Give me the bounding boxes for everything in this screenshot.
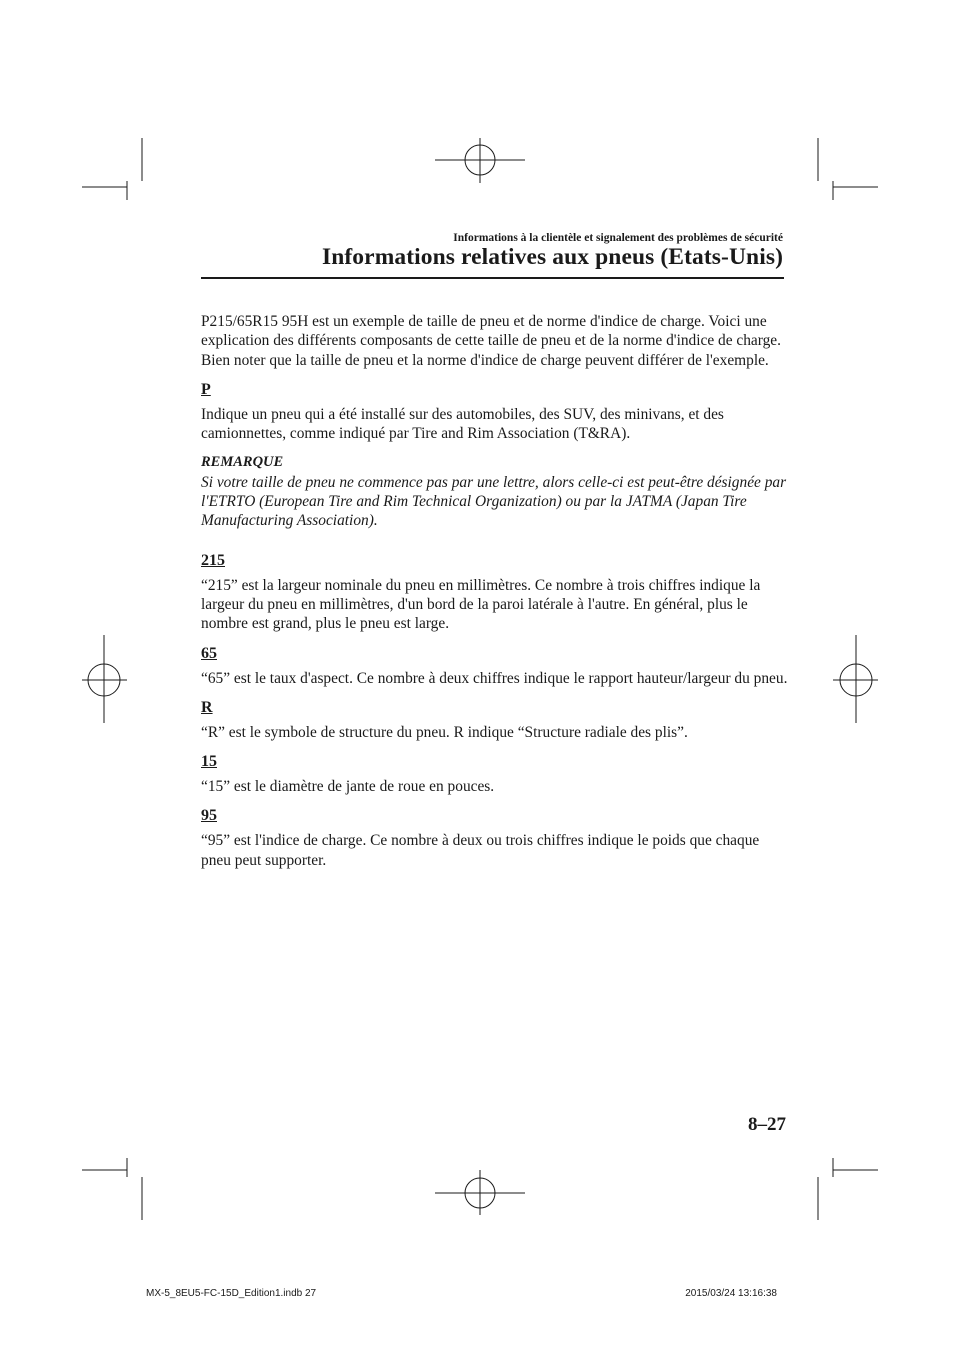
term-15-description: “15” est le diamètre de jante de roue en pouces.: [201, 778, 495, 796]
page-content: [201, 312, 791, 880]
term-215: 215: [201, 551, 225, 569]
print-date: 2015/03/24 13:16:38: [685, 1288, 777, 1299]
print-file-info: MX-5_8EU5-FC-15D_Edition1.indb 27: [146, 1288, 317, 1299]
intro-paragraph: P215/65R15 95H est un exemple de taille de pneu et de norme d'indice de charge. Voici une explication des différents composants de cette taille de pneu et de la norme d'indice de charge. Bien noter que la taille de pneu et la norme d'indice de charge peuvent différer de l'exemple.: [201, 313, 781, 369]
section-kicker: Informations à la clientèle et signalement des problèmes de sécurité: [453, 232, 783, 244]
term-95-description: “95” est l'indice de charge. Ce nombre à deux ou trois chiffres indique le poids que chaque pneu peut supporter.: [201, 832, 760, 869]
term-r: R: [201, 698, 213, 716]
term-65-description: “65” est le taux d'aspect. Ce nombre à deux chiffres indique le rapport hauteur/largeur du pneu.: [201, 669, 788, 687]
term-r-description: “R” est le symbole de structure du pneu. R indique “Structure radiale des plis”.: [201, 723, 688, 741]
page-number: 8–27: [748, 1114, 786, 1135]
term-p-description: Indique un pneu qui a été installé sur des automobiles, des SUV, des minivans, et des camionnettes, comme indiqué par Tire and Rim Association (T&RA).: [201, 405, 724, 443]
term-p: P: [201, 380, 211, 398]
note-heading: REMARQUE: [201, 454, 284, 471]
term-15: 15: [201, 753, 217, 771]
term-95: 95: [201, 807, 217, 825]
note-body: Si votre taille de pneu ne commence pas par une lettre, alors celle-ci est peut-être désignée par l'ETRTO (European Tire and Rim Technical Organization) ou par la JATMA (Japan Tire Manufacturing Association).: [201, 473, 787, 530]
term-65: 65: [201, 644, 217, 662]
term-215-description: “215” est la largeur nominale du pneu en millimètres. Ce nombre à trois chiffres indique la largeur du pneu en millimètres, d'un bord de la paroi latérale à l'autre. En général, plus le nombre est grand, plus le pneu est large.: [201, 576, 761, 633]
header-rule: [201, 277, 784, 279]
page-title: Informations relatives aux pneus (Etats-Unis): [321, 244, 783, 270]
